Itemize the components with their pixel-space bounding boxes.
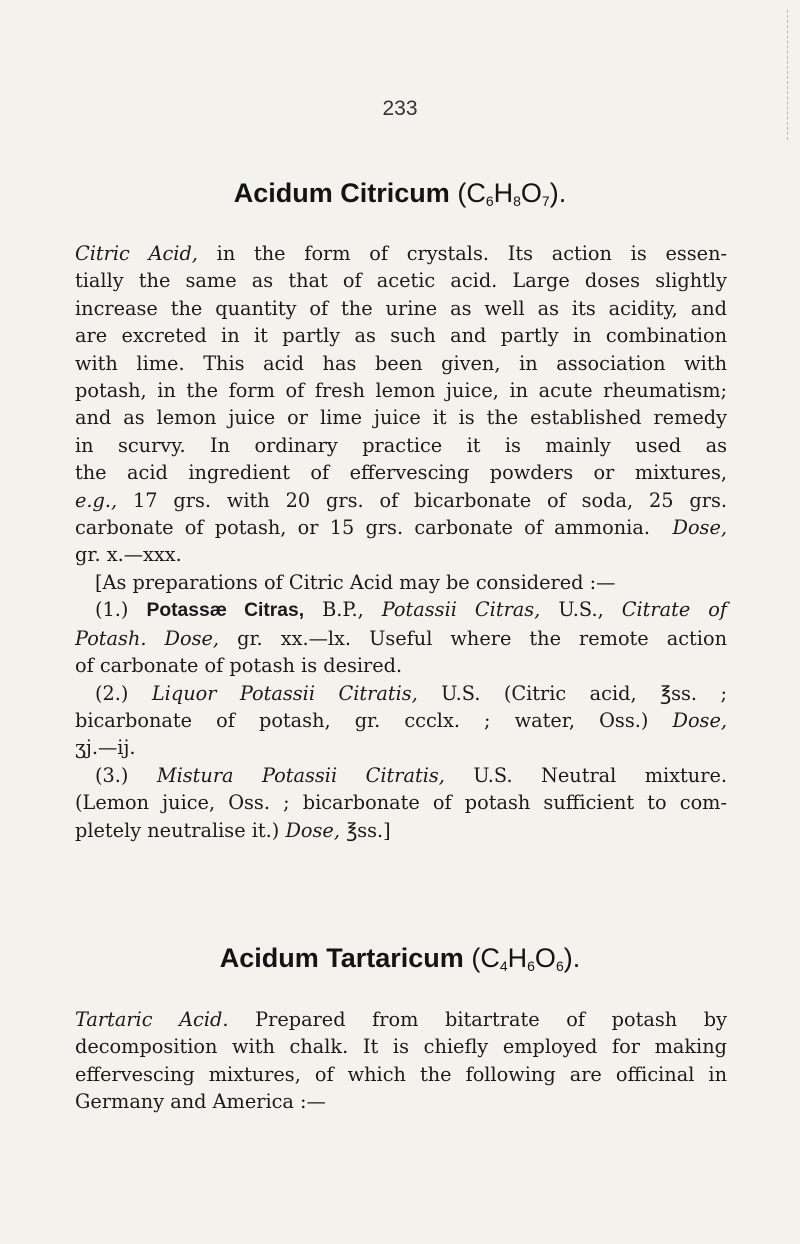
text-line: e.g., 17 grs. with 20 grs. of bicarbonate of soda, 25 grs. [75, 488, 727, 512]
text-line: Tartaric Acid. Prepared from bitartrate of potash by [75, 1008, 727, 1031]
prep1-line: (1.) Potassæ Citras, B.P., Potassii Citras, U.S., Citrate of [95, 598, 728, 622]
text-line: carbonate of potash, or 15 grs. carbonate of ammonia. Dose, [75, 516, 727, 540]
text-line: Citric Acid, in the form of crystals. Its action is essen- [75, 242, 728, 265]
prep3-line: (Lemon juice, Oss. ; bicarbonate of potash sufficient to com- [75, 791, 727, 815]
preparations-intro: [As preparations of Citric Acid may be considered :— [95, 570, 616, 594]
text-line: increase the quantity of the urine as well as its acidity, and [75, 296, 727, 320]
text-line: tially the same as that of acetic acid. Large doses slightly [75, 269, 727, 293]
prep3-line: pletely neutralise it.) Dose, ℥ss.] [75, 818, 391, 842]
heading-name: Acidum Citricum [233, 178, 450, 208]
prep2-dose: ʒj.—ij. [75, 736, 136, 760]
heading-name: Acidum Tartaricum [219, 943, 464, 973]
prep3-line: (3.) Mistura Potassii Citratis, U.S. Neutral mixture. [95, 763, 727, 787]
text-line: are excreted in it partly as such and partly in combination [75, 324, 727, 348]
chemical-formula: $(C_6H_8O_7)$. [457, 178, 567, 209]
section-heading-tartaricum [0, 943, 800, 974]
text-line: in scurvy. In ordinary practice it is mainly used as [75, 433, 727, 457]
dose-line: gr. x.—xxx. [75, 543, 182, 567]
tartaric-acid-description [75, 1006, 727, 1116]
prep2-line: bicarbonate of potash, gr. ccclx. ; water, Oss.) Dose, [75, 708, 727, 732]
chemical-formula: $(C_4H_6O_6)$. [471, 943, 581, 974]
text-line: with lime. This acid has been given, in association with [75, 351, 727, 375]
page-number: 233 [382, 97, 418, 120]
prep2-line: (2.) Liquor Potassii Citratis, U.S. (Citric acid, ℥ss. ; [95, 681, 727, 705]
prep1-line: Potash. Dose, gr. xx.—lx. Useful where the remote action [75, 626, 727, 650]
text-line: Germany and America :— [75, 1090, 326, 1114]
text-line: effervescing mixtures, of which the following are officinal in [75, 1062, 727, 1086]
citric-acid-description [75, 240, 727, 844]
prep1-line: of carbonate of potash is desired. [75, 654, 403, 678]
text-line: potash, in the form of fresh lemon juice, in acute rheumatism; [75, 379, 727, 403]
section-heading-citricum [0, 178, 800, 209]
text-line: decomposition with chalk. It is chiefly employed for making [75, 1035, 727, 1059]
text-line: and as lemon juice or lime juice it is the established remedy [75, 406, 727, 430]
text-line: the acid ingredient of effervescing powders or mixtures, [75, 461, 727, 485]
